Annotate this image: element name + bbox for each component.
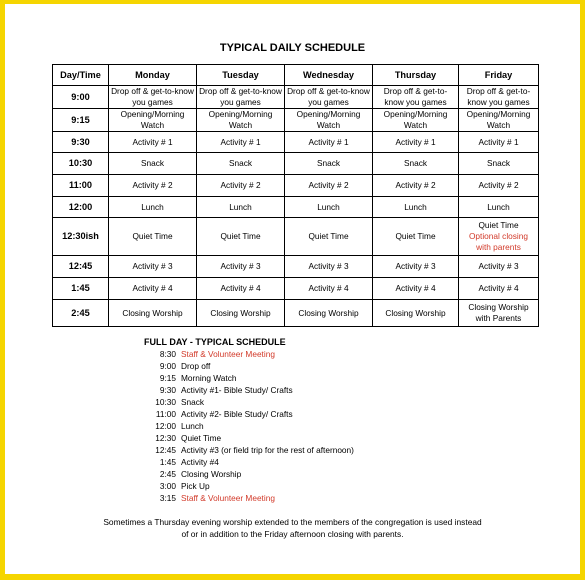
time-cell: 11:00 xyxy=(53,175,109,197)
table-row xyxy=(53,132,539,153)
footnote-line-1: Sometimes a Thursday evening worship extended to the members of the congregation is used instead xyxy=(103,517,482,527)
full-day-schedule xyxy=(144,336,354,504)
column-header-monday: Monday xyxy=(109,65,197,86)
table-cell: Snack xyxy=(197,153,285,175)
table-cell: Activity # 2 xyxy=(459,175,539,197)
table-cell: Activity # 1 xyxy=(373,132,459,153)
time-cell: 12:45 xyxy=(53,256,109,278)
table-cell: Activity # 1 xyxy=(109,132,197,153)
table-cell: Activity # 2 xyxy=(373,175,459,197)
table-cell: Activity # 1 xyxy=(197,132,285,153)
table-cell: Drop off & get-to-know you games xyxy=(459,86,539,109)
document-page xyxy=(5,4,580,574)
table-cell: Activity # 3 xyxy=(373,256,459,278)
table-cell: Snack xyxy=(373,153,459,175)
table-cell: Lunch xyxy=(109,197,197,218)
table-cell: Closing Worship xyxy=(285,300,373,327)
time-cell: 9:30 xyxy=(53,132,109,153)
table-cell: Quiet Time xyxy=(285,218,373,256)
list-item-time: 12:45 xyxy=(155,445,176,455)
table-cell: Quiet Time xyxy=(109,218,197,256)
table-cell: Lunch xyxy=(459,197,539,218)
list-item xyxy=(144,468,354,480)
list-item-time: 8:30 xyxy=(159,349,176,359)
table-cell xyxy=(459,218,539,256)
list-item xyxy=(144,372,354,384)
list-item-activity: Activity #4 xyxy=(181,457,219,467)
table-cell: Opening/Morning Watch xyxy=(373,109,459,132)
table-cell: Drop off & get-to-know you games xyxy=(109,86,197,109)
list-item xyxy=(144,432,354,444)
column-header-wednesday: Wednesday xyxy=(285,65,373,86)
list-item-activity: Lunch xyxy=(181,421,204,431)
document-title: TYPICAL DAILY SCHEDULE xyxy=(219,42,366,54)
time-cell: 10:30 xyxy=(53,153,109,175)
list-item-time: 9:15 xyxy=(159,373,176,383)
table-row xyxy=(53,300,539,327)
table-row xyxy=(53,218,539,256)
table-row xyxy=(53,278,539,300)
table-row xyxy=(53,109,539,132)
list-item xyxy=(144,396,354,408)
table-cell: Lunch xyxy=(373,197,459,218)
list-item-time: 9:30 xyxy=(159,385,176,395)
table-cell: Activity # 3 xyxy=(109,256,197,278)
list-item xyxy=(144,348,354,360)
list-item xyxy=(144,444,354,456)
table-cell: Activity # 2 xyxy=(197,175,285,197)
table-cell: Activity # 4 xyxy=(109,278,197,300)
list-item-activity: Staff & Volunteer Meeting xyxy=(181,493,275,503)
list-item-activity: Activity #3 (or field trip for the rest of afternoon) xyxy=(181,445,354,455)
footnote xyxy=(5,516,580,540)
column-header-daytime: Day/Time xyxy=(53,65,109,86)
list-item xyxy=(144,456,354,468)
table-cell: Lunch xyxy=(197,197,285,218)
time-cell: 12:30ish xyxy=(53,218,109,256)
table-cell: Activity # 4 xyxy=(459,278,539,300)
table-cell: Activity # 1 xyxy=(285,132,373,153)
list-item-activity: Morning Watch xyxy=(181,373,237,383)
list-item-activity: Quiet Time xyxy=(181,433,222,443)
table-row xyxy=(53,256,539,278)
list-item-activity: Pick Up xyxy=(181,481,210,491)
list-item-time: 3:15 xyxy=(159,493,176,503)
list-item-time: 12:00 xyxy=(155,421,176,431)
column-header-friday: Friday xyxy=(459,65,539,86)
list-item-activity: Staff & Volunteer Meeting xyxy=(181,349,275,359)
time-cell: 1:45 xyxy=(53,278,109,300)
optional-closing-note: Optional closing with parents xyxy=(468,231,529,252)
table-cell: Closing Worship with Parents xyxy=(459,300,539,327)
table-cell: Drop off & get-to-know you games xyxy=(285,86,373,109)
list-item-time: 10:30 xyxy=(155,397,176,407)
list-item-time: 1:45 xyxy=(159,457,176,467)
list-item-activity: Activity #1- Bible Study/ Crafts xyxy=(181,385,293,395)
list-item-activity: Closing Worship xyxy=(181,469,242,479)
table-row xyxy=(53,197,539,218)
table-cell: Drop off & get-to-know you games xyxy=(373,86,459,109)
friday-quiet-time: Quiet Time xyxy=(478,220,519,230)
list-item xyxy=(144,480,354,492)
table-cell: Activity # 4 xyxy=(373,278,459,300)
list-item-time: 9:00 xyxy=(159,361,176,371)
table-cell: Activity # 3 xyxy=(285,256,373,278)
list-item xyxy=(144,384,354,396)
list-item-activity: Snack xyxy=(181,397,205,407)
table-cell: Activity # 4 xyxy=(197,278,285,300)
table-cell: Activity # 3 xyxy=(459,256,539,278)
table-cell: Closing Worship xyxy=(109,300,197,327)
list-item-activity: Activity #2- Bible Study/ Crafts xyxy=(181,409,293,419)
table-cell: Closing Worship xyxy=(197,300,285,327)
list-item-time: 3:00 xyxy=(159,481,176,491)
table-cell: Snack xyxy=(459,153,539,175)
column-header-thursday: Thursday xyxy=(373,65,459,86)
table-cell: Activity # 2 xyxy=(285,175,373,197)
table-row xyxy=(53,175,539,197)
table-cell: Activity # 3 xyxy=(197,256,285,278)
time-cell: 2:45 xyxy=(53,300,109,327)
table-cell: Activity # 4 xyxy=(285,278,373,300)
table-cell: Lunch xyxy=(285,197,373,218)
table-cell: Snack xyxy=(109,153,197,175)
table-header-row xyxy=(53,65,539,86)
table-cell: Opening/Morning Watch xyxy=(459,109,539,132)
list-item-time: 2:45 xyxy=(159,469,176,479)
table-row xyxy=(53,153,539,175)
table-row xyxy=(53,86,539,109)
time-cell: 12:00 xyxy=(53,197,109,218)
time-cell: 9:15 xyxy=(53,109,109,132)
table-cell: Opening/Morning Watch xyxy=(197,109,285,132)
table-cell: Closing Worship xyxy=(373,300,459,327)
list-item-activity: Drop off xyxy=(181,361,211,371)
table-cell: Activity # 2 xyxy=(109,175,197,197)
table-cell: Activity # 1 xyxy=(459,132,539,153)
column-header-tuesday: Tuesday xyxy=(197,65,285,86)
list-item xyxy=(144,408,354,420)
list-item xyxy=(144,360,354,372)
list-item-time: 11:00 xyxy=(155,409,176,419)
full-day-title: FULL DAY - TYPICAL SCHEDULE xyxy=(144,337,286,347)
table-cell: Opening/Morning Watch xyxy=(109,109,197,132)
table-cell: Quiet Time xyxy=(373,218,459,256)
table-cell: Snack xyxy=(285,153,373,175)
list-item xyxy=(144,420,354,432)
time-cell: 9:00 xyxy=(53,86,109,109)
list-item-time: 12:30 xyxy=(155,433,176,443)
full-day-list xyxy=(144,348,354,504)
table-cell: Drop off & get-to-know you games xyxy=(197,86,285,109)
daily-schedule-table xyxy=(52,64,539,327)
table-cell: Quiet Time xyxy=(197,218,285,256)
footnote-line-2: of or in addition to the Friday afternoon closing with parents. xyxy=(181,529,404,539)
table-cell: Opening/Morning Watch xyxy=(285,109,373,132)
list-item xyxy=(144,492,354,504)
